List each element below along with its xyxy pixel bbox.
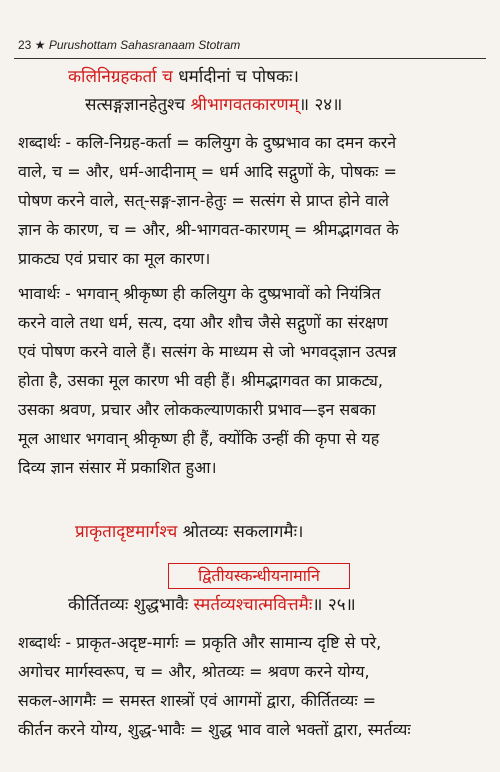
star-icon: ★ bbox=[34, 38, 46, 52]
verse-25-line-2 bbox=[68, 594, 486, 616]
bhavartha-line: उसका श्रवण, प्रचार और लोककल्याणकारी प्रभाव—इन सबका bbox=[18, 400, 376, 419]
meaning-24-line: पोषण करने वाले, सत्-सङ्ग-ज्ञान-हेतुः = सत्संग से प्राप्त होने वाले bbox=[18, 191, 389, 210]
meaning-25-line: सकल-आगमैः = समस्त शास्त्रों एवं आगमों द्वारा, कीर्तितव्यः = bbox=[18, 691, 377, 710]
book-title: Purushottam Sahasranaam Stotram bbox=[48, 38, 241, 52]
bhavartha-line: भावार्थः - भगवान् श्रीकृष्ण ही कलियुग के दुष्प्रभावों को नियंत्रित bbox=[18, 284, 381, 303]
verse-24-red-text-2: श्रीभागवतकारणम् bbox=[190, 95, 299, 115]
bhavartha-line: होता है, उसका मूल कारण भी वही हैं। श्रीमद्भागवत का प्राकट्य, bbox=[18, 371, 383, 390]
section-title: द्वितीयस्कन्धीयनामानि bbox=[168, 563, 350, 589]
verse-24-line-1 bbox=[68, 66, 486, 88]
bhavartha-line: मूल आधार भगवान् श्रीकृष्ण ही हैं, क्योंकि उन्हीं की कृपा से यह bbox=[18, 429, 380, 448]
meaning-24-line: प्राकट्य एवं प्रचार का मूल कारण। bbox=[18, 249, 211, 268]
meaning-25-line: शब्दार्थः - प्राकृत-अदृष्ट-मार्गः = प्रकृति और सामान्य दृष्टि से परे, bbox=[18, 633, 382, 652]
verse-25-number: ॥ २५॥ bbox=[312, 595, 356, 615]
bhavartha-line: एवं पोषण करने वाले हैं। सत्संग के माध्यम से जो भगवद्ज्ञान उत्पन्न bbox=[18, 342, 397, 361]
verse-25-red-text-2: स्मर्तव्यश्चात्मवित्तमैः bbox=[193, 595, 313, 615]
running-header bbox=[18, 38, 240, 52]
verse-24-black-text-2: सत्सङ्गज्ञानहेतुश्च bbox=[85, 95, 191, 115]
verse-24-number: ॥ २४॥ bbox=[298, 95, 343, 115]
verse-25-line-1 bbox=[75, 521, 486, 543]
meaning-24-line: शब्दार्थः - कलि-निग्रह-कर्ता = कलियुग के दुष्प्रभाव का दमन करने bbox=[18, 133, 397, 152]
verse-24-line-2 bbox=[85, 94, 486, 116]
verse-24-black-text: धर्मादीनां च पोषकः। bbox=[172, 67, 299, 87]
page-number: 23 bbox=[18, 38, 32, 52]
bhavartha-line: दिव्य ज्ञान संसार में प्रकाशित हुआ। bbox=[18, 458, 217, 477]
meaning-24-line: ज्ञान के कारण, च = और, श्री-भागवत-कारणम् = श्रीमद्भागवत के bbox=[18, 220, 399, 239]
verse-25-red-text: प्राकृतादृष्टमार्गश्च bbox=[75, 522, 178, 542]
verse-25-black-text: श्रोतव्यः सकलागमैः। bbox=[177, 522, 304, 542]
verse-25-black-text-2: कीर्तितव्यः शुद्धभावैः bbox=[68, 595, 194, 615]
meaning-25-line: अगोचर मार्गस्वरूप, च = और, श्रोतव्यः = श्रवण करने योग्य, bbox=[18, 662, 370, 681]
bhavartha-line: करने वाले तथा धर्म, सत्य, दया और शौच जैसे सद्गुणों का संरक्षण bbox=[18, 313, 388, 332]
meaning-24-line: वाले, च = और, धर्म-आदीनाम् = धर्म आदि सद्गुणों के, पोषकः = bbox=[18, 162, 397, 181]
verse-24-red-text: कलिनिग्रहकर्ता च bbox=[68, 67, 173, 87]
meaning-25-line: कीर्तन करने योग्य, शुद्ध-भावैः = शुद्ध भाव वाले भक्तों द्वारा, स्मर्तव्यः bbox=[18, 720, 411, 739]
header-divider bbox=[14, 58, 486, 59]
